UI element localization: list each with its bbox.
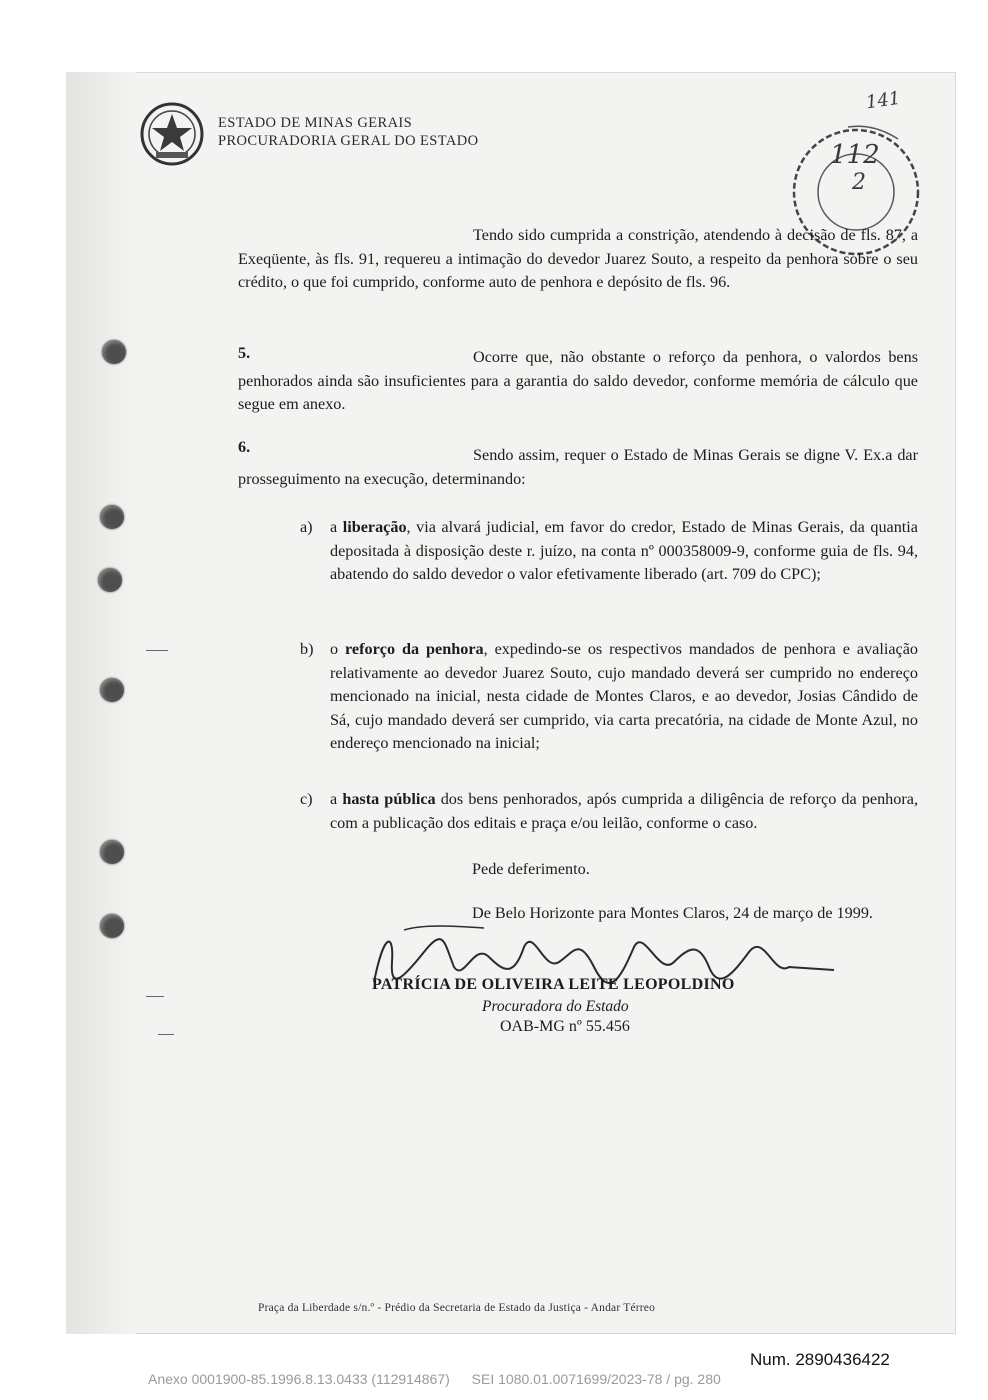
scan-mark	[158, 1034, 174, 1035]
scan-mark	[146, 650, 168, 651]
item-prefix: a	[330, 518, 338, 536]
signatory-role: Procuradora do Estado	[482, 998, 629, 1015]
item-label: c)	[300, 790, 313, 808]
item-emphasis: liberação	[342, 518, 407, 536]
letterhead	[218, 114, 478, 150]
intro-paragraph	[238, 224, 918, 295]
section-6-number: 6.	[238, 438, 251, 456]
item-text	[330, 788, 918, 835]
document-reference-line	[148, 1371, 739, 1387]
coat-of-arms-emblem	[138, 100, 206, 168]
section-5-number: 5.	[238, 344, 251, 362]
item-text	[330, 638, 918, 756]
item-label: a)	[300, 518, 313, 536]
item-body: , expedindo-se os respectivos mandados de penhora e avaliação relativamente ao devedor Juarez Souto, cujo mandado deverá ser cumprido no endereço mencionado na inicial, nesta cidade de Montes Claros, e ao devedor, Josias Cândido de Sá, cujo mandado deverá ser cumprido, via carta precatória, na cidade de Monte Azul, no endereço mencionado na inicial;	[330, 640, 918, 752]
signatory-oab: OAB-MG nº 55.456	[500, 1018, 630, 1035]
section-6-text: Sendo assim, requer o Estado de Minas Gerais se digne V. Ex.a dar prosseguimento na execução, determinando:	[238, 446, 918, 488]
handwritten-folio-sub: 2	[852, 170, 866, 195]
item-emphasis: hasta pública	[342, 790, 436, 808]
binder-hole	[100, 840, 124, 864]
handwritten-folio-number: 112	[830, 140, 880, 170]
annex-reference: Anexo 0001900-85.1996.8.13.0433 (112914867)	[148, 1371, 450, 1387]
binder-hole	[102, 340, 126, 364]
item-prefix: o	[330, 640, 339, 658]
binder-hole	[100, 505, 124, 529]
letterhead-agency: PROCURADORIA GERAL DO ESTADO	[218, 133, 479, 149]
item-emphasis: reforço da penhora	[345, 640, 484, 658]
item-body: dos bens penhorados, após cumprida a diligência de reforço da penhora, com a publicação dos editais e praça e/ou leilão, conforme o caso.	[330, 790, 918, 832]
scan-mark	[146, 996, 164, 997]
closing-request: Pede deferimento.	[472, 860, 590, 878]
item-prefix: a	[330, 790, 338, 808]
item-body: , via alvará judicial, em favor do credor, Estado de Minas Gerais, da quantia depositada à disposição deste r. juízo, na conta nº 000358009-9, conforme guia de fls. 94, abatendo do saldo devedor o valor efetivamente liberado (art. 709 do CPC);	[330, 518, 918, 583]
page-shadow	[66, 72, 136, 1334]
footer-address: Praça da Liberdade s/n.º - Prédio da Secretaria de Estado da Justiça - Andar Térreo	[258, 1302, 656, 1314]
binder-hole	[100, 678, 124, 702]
handwritten-page-number: 141	[864, 87, 902, 114]
place-and-date: De Belo Horizonte para Montes Claros, 24 de março de 1999.	[472, 904, 873, 922]
item-text	[330, 516, 918, 587]
intro-paragraph-text: Tendo sido cumprida a constrição, atendendo à decisão de fls. 87, a Exeqüente, às fls. 91, requereu a intimação do devedor Juarez Souto, a respeito da penhora sobre o seu crédito, o que foi cumprido, conforme auto de penhora e depósito de fls. 96.	[238, 226, 918, 291]
section-5-paragraph	[238, 346, 918, 417]
signatory-name: PATRÍCIA DE OLIVEIRA LEITE LEOPOLDINO	[372, 976, 735, 993]
section-5-text: Ocorre que, não obstante o reforço da penhora, o valordos bens penhorados ainda são insuficientes para a garantia do saldo devedor, conforme memória de cálculo que segue em anexo.	[238, 348, 918, 413]
binder-hole	[100, 914, 124, 938]
item-label: b)	[300, 640, 314, 658]
letterhead-state: ESTADO DE MINAS GERAIS	[218, 115, 413, 131]
document-number: Num. 2890436422	[750, 1350, 890, 1369]
binder-hole	[98, 568, 122, 592]
section-6-paragraph	[238, 444, 918, 491]
sei-reference: SEI 1080.01.0071699/2023-78 / pg. 280	[471, 1371, 721, 1387]
